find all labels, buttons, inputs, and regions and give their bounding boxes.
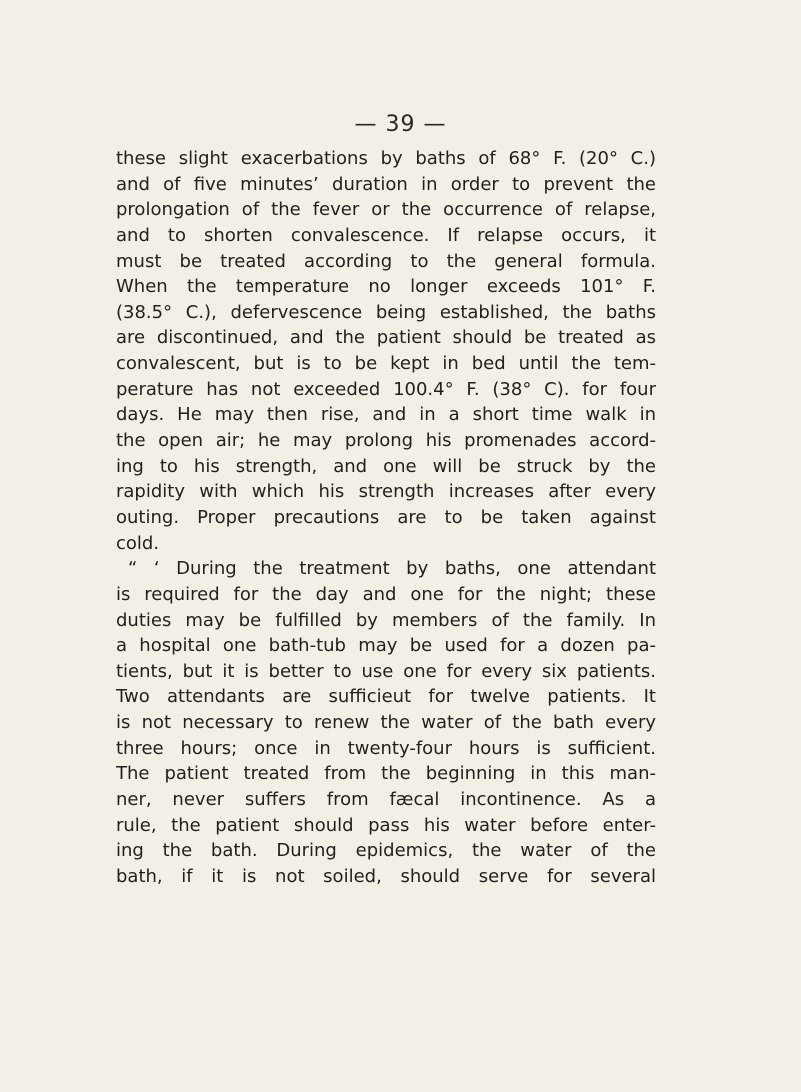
text-line: duties may be fulfilled by members of the family. In [116,609,656,631]
text-line: are discontinued, and the patient should be treated as [116,327,656,349]
text-line: Two attendants are sufficieut for twelve patients. It [116,686,656,708]
text-line: bath, if it is not soiled, should serve for several [116,865,656,887]
text-line: is not necessary to renew the water of the bath every [116,712,656,734]
text-line: “ ‘ During the treatment by baths, one attendant [128,558,656,580]
text-line: rapidity with which his strength increases after every [116,481,656,503]
text-line: cold. [116,532,160,554]
text-line: and to shorten convalescence. If relapse occurs, it [116,224,656,246]
text-line: the open air; he may prolong his promenades accord- [116,430,656,452]
text-line: tients, but it is better to use one for every six patients. [116,660,656,682]
text-line: (38.5° C.), defervescence being established, the baths [116,301,656,323]
text-line: must be treated according to the general formula. [116,250,656,272]
text-line: ing the bath. During epidemics, the water of the [116,840,656,862]
text-line: ner, never suffers from fæcal incontinence. As a [116,789,656,811]
text-line: three hours; once in twenty-four hours is sufficient. [116,737,656,759]
page-number: — 39 — [354,112,447,137]
text-line: a hospital one bath-tub may be used for a dozen pa- [116,635,656,657]
text-line: ing to his strength, and one will be struck by the [116,455,656,477]
text-line: prolongation of the fever or the occurrence of relapse, [116,199,656,221]
text-line: convalescent, but is to be kept in bed until the tem- [116,353,656,375]
text-line: is required for the day and one for the night; these [116,583,656,605]
text-line: and of five minutes’ duration in order to prevent the [116,173,656,195]
text-line: The patient treated from the beginning in this man- [116,763,656,785]
text-line: perature has not exceeded 100.4° F. (38° C). for four [116,378,656,400]
text-line: outing. Proper precautions are to be taken against [116,506,656,528]
text-line: days. He may then rise, and in a short time walk in [116,404,656,426]
text-line: these slight exacerbations by baths of 68° F. (20° C.) [116,148,656,169]
text-line: When the temperature no longer exceeds 101° F. [116,276,656,298]
body-text [116,146,656,890]
text-line: rule, the patient should pass his water before enter- [116,814,656,836]
